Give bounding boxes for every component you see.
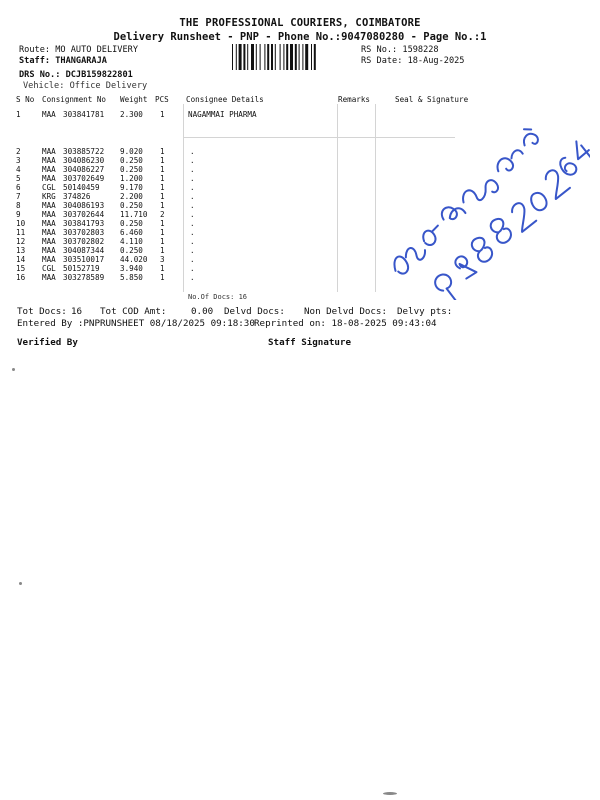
row-pcs: 1 bbox=[160, 183, 165, 192]
company-title: THE PROFESSIONAL COURIERS, COIMBATORE bbox=[179, 17, 421, 29]
row-weight: 0.250 bbox=[120, 165, 143, 174]
vehicle-text: Vehicle: Office Delivery bbox=[23, 81, 148, 91]
row-weight: 2.300 bbox=[120, 110, 143, 119]
row-consignee: . bbox=[190, 228, 195, 237]
grid-line bbox=[337, 104, 338, 292]
row-sno: 16 bbox=[16, 273, 26, 282]
header-weight: Weight bbox=[120, 95, 148, 104]
row-sno: 12 bbox=[16, 237, 26, 246]
row-sno: 11 bbox=[16, 228, 26, 237]
row-consignment-prefix: CGL bbox=[42, 264, 56, 273]
row-consignee: . bbox=[190, 183, 195, 192]
no-of-docs: No.Of Docs: 16 bbox=[188, 293, 248, 301]
row-sno: 10 bbox=[16, 219, 26, 228]
row-sno: 7 bbox=[16, 192, 21, 201]
drs-number: DRS No.: DCJB159822801 bbox=[19, 70, 133, 80]
row-weight: 11.710 bbox=[120, 210, 148, 219]
row-weight: 6.460 bbox=[120, 228, 143, 237]
scan-speck bbox=[383, 792, 397, 795]
row-consignment-prefix: MAA bbox=[42, 246, 56, 255]
row-consignee: . bbox=[190, 264, 195, 273]
row-consignment-prefix: KRG bbox=[42, 192, 56, 201]
row-sno: 6 bbox=[16, 183, 21, 192]
header-consignment: Consignment No bbox=[42, 95, 107, 104]
rs-date: RS Date: 18-Aug-2025 bbox=[361, 56, 465, 66]
row-consignment-prefix: MAA bbox=[42, 219, 56, 228]
row-consignee: . bbox=[190, 192, 195, 201]
row-consignment-prefix: MAA bbox=[42, 165, 56, 174]
row-pcs: 1 bbox=[160, 219, 165, 228]
row-consignee: . bbox=[190, 273, 195, 282]
row-weight: 0.250 bbox=[120, 246, 143, 255]
row-pcs: 1 bbox=[160, 192, 165, 201]
row-consignment-prefix: MAA bbox=[42, 237, 56, 246]
row-weight: 4.110 bbox=[120, 237, 143, 246]
row-consignment-number: 374826 bbox=[63, 192, 91, 201]
row-weight: 2.200 bbox=[120, 192, 143, 201]
row-consignment-prefix: MAA bbox=[42, 147, 56, 156]
row-consignment-number: 50152719 bbox=[63, 264, 100, 273]
row-weight: 44.020 bbox=[120, 255, 148, 264]
staff-signature: Staff Signature bbox=[268, 337, 351, 348]
row-consignee: . bbox=[190, 210, 195, 219]
header-remarks: Remarks bbox=[338, 95, 371, 104]
row-sno: 9 bbox=[16, 210, 21, 219]
row-sno: 1 bbox=[16, 110, 21, 119]
header-pcs: PCS bbox=[155, 95, 169, 104]
row-pcs: 1 bbox=[160, 264, 165, 273]
row-pcs: 2 bbox=[160, 210, 165, 219]
row-consignment-number: 303702644 bbox=[63, 210, 105, 219]
row-consignment-number: 303885722 bbox=[63, 147, 105, 156]
row-pcs: 1 bbox=[160, 174, 165, 183]
row-consignment-number: 303702802 bbox=[63, 237, 105, 246]
row-consignment-number: 50140459 bbox=[63, 183, 100, 192]
grid-line bbox=[183, 104, 184, 292]
row-pcs: 1 bbox=[160, 237, 165, 246]
row-pcs: 1 bbox=[160, 273, 165, 282]
row-consignment-prefix: MAA bbox=[42, 156, 56, 165]
row-weight: 0.250 bbox=[120, 219, 143, 228]
row-consignment-number: 303510017 bbox=[63, 255, 105, 264]
row-consignee: . bbox=[190, 165, 195, 174]
row-consignee: . bbox=[190, 237, 195, 246]
tot-docs-label: Tot Docs: bbox=[17, 306, 67, 317]
row-consignee: . bbox=[190, 147, 195, 156]
row-sno: 4 bbox=[16, 165, 21, 174]
row-consignee: . bbox=[190, 174, 195, 183]
row-consignment-prefix: MAA bbox=[42, 210, 56, 219]
row-consignment-number: 304086193 bbox=[63, 201, 105, 210]
tot-docs-value: 16 bbox=[71, 306, 83, 317]
row-weight: 3.940 bbox=[120, 264, 143, 273]
row-consignment-number: 303278589 bbox=[63, 273, 105, 282]
row-consignment-prefix: MAA bbox=[42, 201, 56, 210]
row-pcs: 1 bbox=[160, 110, 165, 119]
header-seal-signature: Seal & Signature bbox=[395, 95, 469, 104]
row-pcs: 1 bbox=[160, 147, 165, 156]
scan-speck bbox=[12, 368, 15, 371]
drs-barcode bbox=[232, 44, 354, 70]
row-weight: 0.250 bbox=[120, 156, 143, 165]
row-consignment-number: 303702649 bbox=[63, 174, 105, 183]
row-weight: 1.200 bbox=[120, 174, 143, 183]
verified-by: Verified By bbox=[17, 337, 78, 348]
row-consignee: NAGAMMAI PHARMA bbox=[188, 110, 257, 119]
row-sno: 13 bbox=[16, 246, 26, 255]
row-weight: 9.020 bbox=[120, 147, 143, 156]
row-consignment-prefix: MAA bbox=[42, 273, 56, 282]
non-delvd-docs-label: Non Delvd Docs: bbox=[304, 306, 387, 317]
row-consignment-prefix: CGL bbox=[42, 183, 56, 192]
row-sno: 5 bbox=[16, 174, 21, 183]
row-pcs: 1 bbox=[160, 156, 165, 165]
row-consignee: . bbox=[190, 156, 195, 165]
delvy-pts-label: Delvy pts: bbox=[397, 306, 453, 317]
tot-cod-label: Tot COD Amt: bbox=[100, 306, 167, 317]
row-consignment-number: 304086227 bbox=[63, 165, 105, 174]
row-consignment-number: 304086230 bbox=[63, 156, 105, 165]
row-consignee: . bbox=[190, 246, 195, 255]
handwritten-signature bbox=[360, 100, 590, 300]
row-sno: 15 bbox=[16, 264, 26, 273]
row-consignment-number: 303841781 bbox=[63, 110, 105, 119]
row-consignment-number: 303841793 bbox=[63, 219, 105, 228]
tot-cod-value: 0.00 bbox=[191, 306, 214, 317]
row-weight: 0.250 bbox=[120, 201, 143, 210]
row-sno: 14 bbox=[16, 255, 26, 264]
delvd-docs-label: Delvd Docs: bbox=[224, 306, 285, 317]
scan-speck bbox=[19, 582, 22, 585]
row-sno: 3 bbox=[16, 156, 21, 165]
row-sno: 8 bbox=[16, 201, 21, 210]
row-pcs: 3 bbox=[160, 255, 165, 264]
row-weight: 5.850 bbox=[120, 273, 143, 282]
rs-number: RS No.: 1598228 bbox=[361, 45, 439, 55]
row-consignment-number: 303702803 bbox=[63, 228, 105, 237]
row-pcs: 1 bbox=[160, 228, 165, 237]
row-consignee: . bbox=[190, 219, 195, 228]
reprinted-on: Reprinted on: 18-08-2025 09:43:04 bbox=[254, 318, 437, 329]
row-consignee: . bbox=[190, 201, 195, 210]
row-consignment-number: 304087344 bbox=[63, 246, 105, 255]
row-weight: 9.170 bbox=[120, 183, 143, 192]
route-text: Route: MO AUTO DELIVERY bbox=[19, 45, 138, 55]
row-consignment-prefix: MAA bbox=[42, 110, 56, 119]
staff-text: Staff: THANGARAJA bbox=[19, 56, 107, 66]
row-sno: 2 bbox=[16, 147, 21, 156]
header-sno: S No bbox=[16, 95, 35, 104]
row-pcs: 1 bbox=[160, 246, 165, 255]
entered-by: Entered By :PNPRUNSHEET 08/18/2025 09:18:30 bbox=[17, 318, 255, 329]
header-consignee: Consignee Details bbox=[186, 95, 264, 104]
row-consignment-prefix: MAA bbox=[42, 174, 56, 183]
row-pcs: 1 bbox=[160, 165, 165, 174]
runsheet-subtitle: Delivery Runsheet - PNP - Phone No.:9047080280 - Page No.:1 bbox=[113, 31, 487, 43]
row-consignment-prefix: MAA bbox=[42, 255, 56, 264]
row-consignee: . bbox=[190, 255, 195, 264]
row-consignment-prefix: MAA bbox=[42, 228, 56, 237]
row-pcs: 1 bbox=[160, 201, 165, 210]
